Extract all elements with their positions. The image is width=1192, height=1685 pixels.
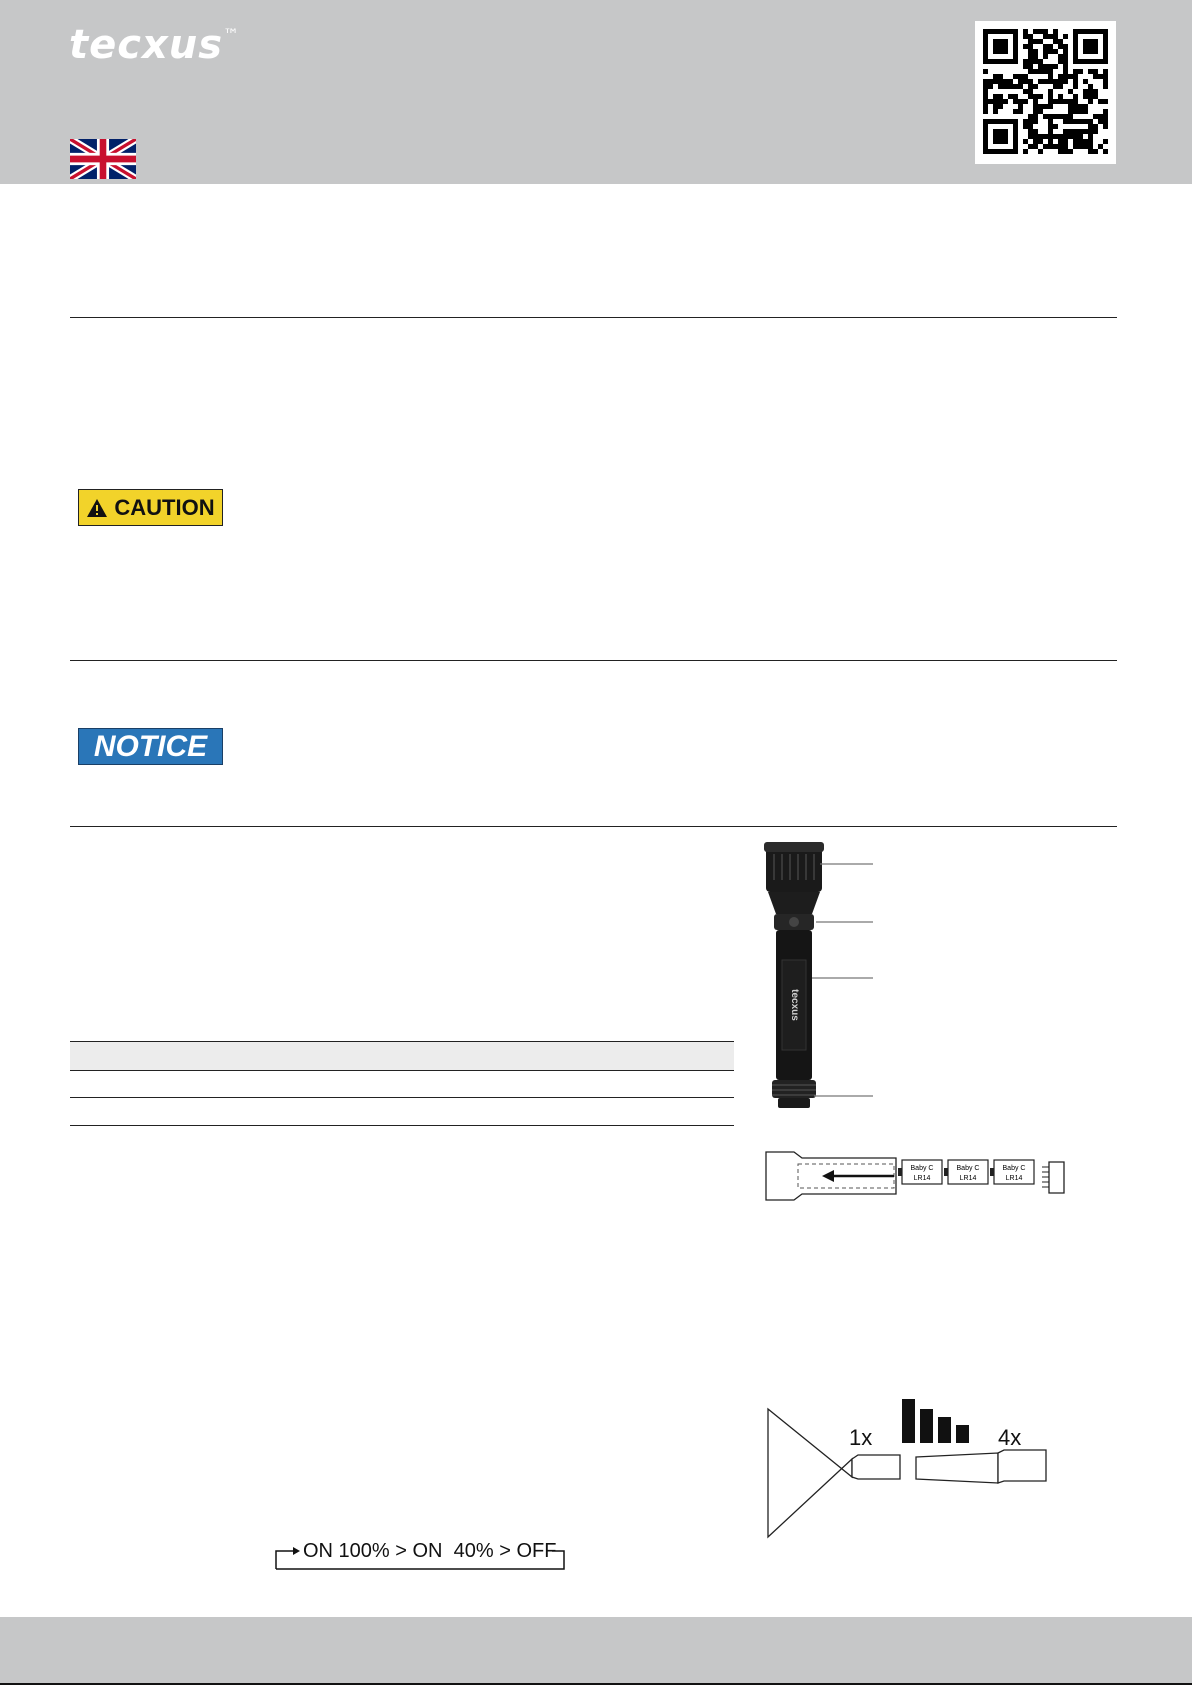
section-divider <box>70 317 1117 318</box>
qr-code[interactable] <box>975 21 1116 164</box>
warning-triangle-icon <box>86 498 108 518</box>
beam-1x-label: 1x <box>849 1425 873 1450</box>
notice-label: NOTICE <box>93 729 208 763</box>
uk-flag-icon <box>70 139 136 179</box>
battery-label: Baby C <box>1002 1165 1026 1172</box>
battery-icon <box>990 1160 1034 1184</box>
signal-bars-icon <box>902 1399 969 1443</box>
mode-sequence-diagram <box>274 1536 576 1574</box>
table-header-row <box>70 1041 734 1071</box>
table-row <box>70 1071 734 1098</box>
battery-sublabel: LR14 <box>959 1175 977 1182</box>
caution-badge <box>78 489 223 526</box>
mode-sequence-text: ON 100% > ON 40% > OFF <box>303 1540 557 1562</box>
battery-sublabel: LR14 <box>913 1175 931 1182</box>
section-divider <box>70 826 1117 827</box>
battery-icon <box>898 1160 942 1184</box>
battery-label: Baby C <box>956 1165 980 1172</box>
flashlight-figure <box>760 840 1050 1130</box>
flashlight-brand-text: tecxus <box>789 989 800 1021</box>
table-row <box>70 1099 734 1126</box>
section-divider <box>70 660 1117 661</box>
callout-lines <box>812 864 873 1096</box>
beam-4x-label: 4x <box>998 1425 1022 1450</box>
battery-icon <box>944 1160 988 1184</box>
battery-insertion-figure <box>764 1150 1074 1210</box>
battery-label: Baby C <box>910 1165 934 1172</box>
footer-band <box>0 1617 1192 1685</box>
qr-code-icon <box>975 21 1116 164</box>
beam-zoom-figure <box>764 1395 1064 1545</box>
caution-label: CAUTION <box>114 494 215 520</box>
brand-logo: tecxus™ <box>69 22 241 68</box>
notice-badge <box>78 728 223 765</box>
battery-sublabel: LR14 <box>1005 1175 1023 1182</box>
